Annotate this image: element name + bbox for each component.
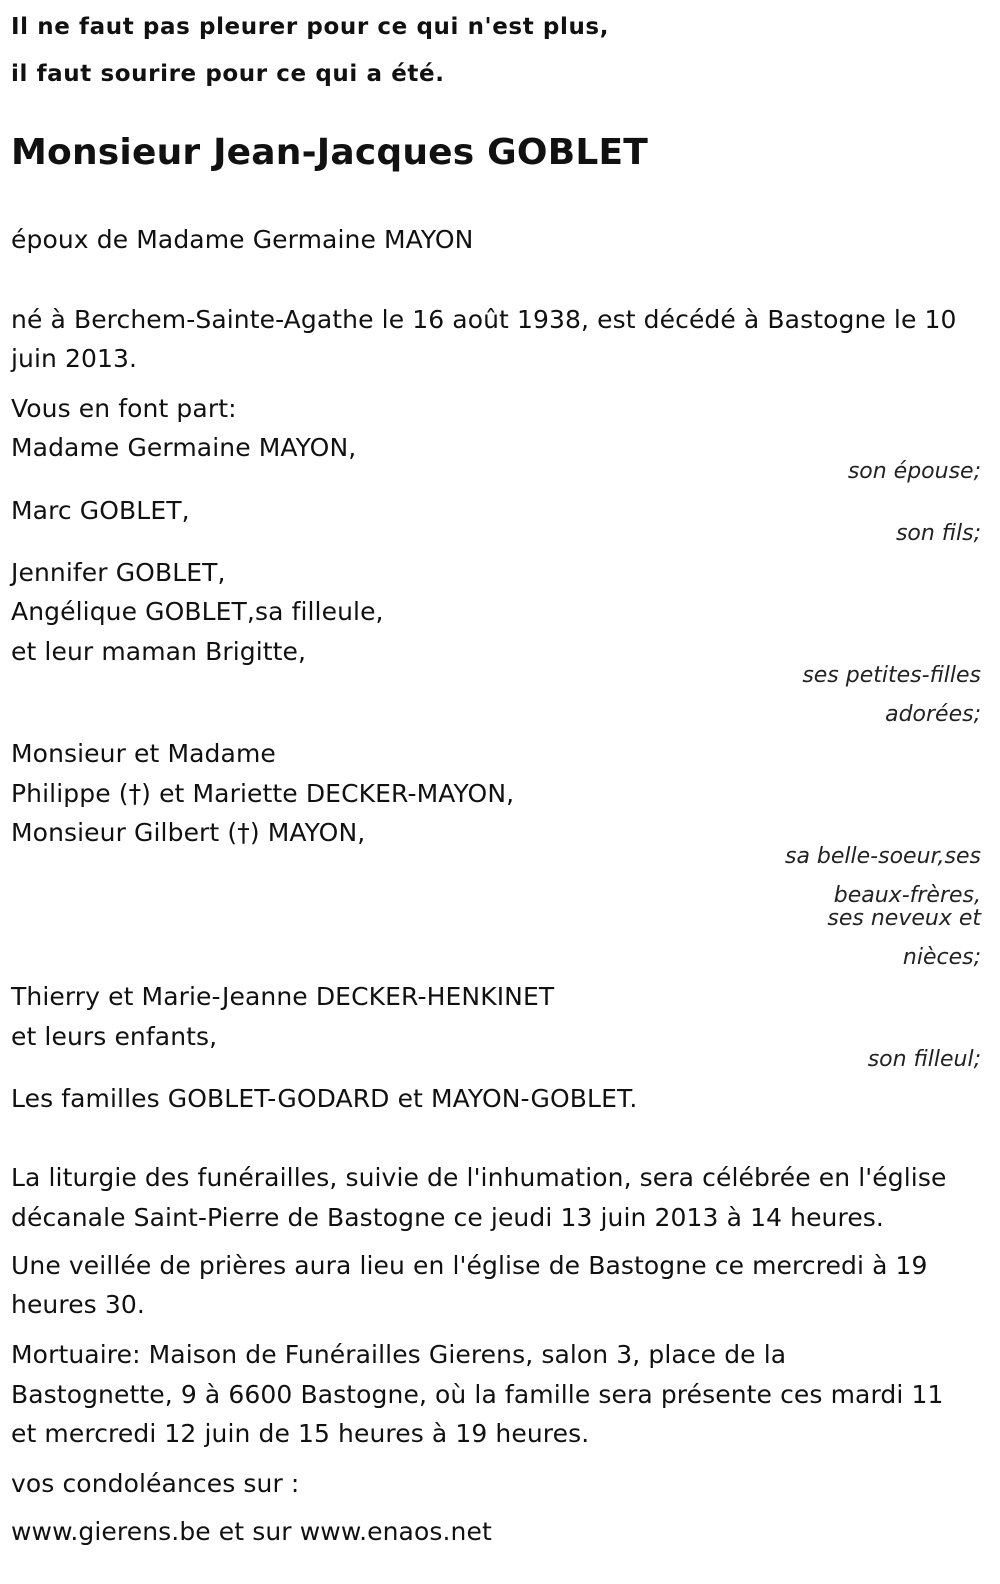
family-relation: son filleul; [867, 1047, 981, 1072]
family-relation: son fils; [895, 521, 981, 546]
mortuary-line-3: et mercredi 12 juin de 15 heures à 19 heures. [11, 1419, 590, 1448]
family-relation: sa belle-soeur,ses [784, 844, 981, 869]
family-relation: nièces; [902, 945, 981, 970]
birth-death-line-1: né à Berchem-Sainte-Agathe le 16 août 1938, est décédé à Bastogne le 10 [11, 305, 957, 334]
quote-line-2: il faut sourire pour ce qui a été. [11, 61, 445, 87]
vigil-line-1: Une veillée de prières aura lieu en l'église de Bastogne ce mercredi à 19 [11, 1251, 928, 1280]
vigil-line-2: heures 30. [11, 1290, 145, 1319]
family-member-name: Les familles GOBLET-GODARD et MAYON-GOBLET. [11, 1084, 638, 1113]
family-relation: ses neveux et [827, 906, 981, 931]
spouse-line: époux de Madame Germaine MAYON [11, 225, 474, 254]
condolences-label: vos condoléances sur : [11, 1469, 300, 1498]
family-relation: son épouse; [847, 459, 981, 484]
family-relation: ses petites-filles [802, 663, 981, 688]
liturgy-line-2: décanale Saint-Pierre de Bastogne ce jeudi 13 juin 2013 à 14 heures. [11, 1203, 884, 1232]
family-member-name: Monsieur Gilbert (†) MAYON, [11, 818, 366, 847]
family-member-name: Philippe (†) et Mariette DECKER-MAYON, [11, 779, 515, 808]
condolences-sites: www.gierens.be et sur www.enaos.net [11, 1517, 492, 1546]
liturgy-line-1: La liturgie des funérailles, suivie de l'inhumation, sera célébrée en l'église [11, 1163, 947, 1192]
family-member-name: Monsieur et Madame [11, 739, 276, 768]
deceased-name: Monsieur Jean-Jacques GOBLET [11, 132, 649, 173]
family-member-name: Thierry et Marie-Jeanne DECKER-HENKINET [11, 982, 555, 1011]
family-member-name: Madame Germaine MAYON, [11, 433, 357, 462]
family-member-name: Jennifer GOBLET, [11, 558, 226, 587]
family-relation: adorées; [885, 702, 981, 727]
birth-death-line-2: juin 2013. [11, 344, 138, 373]
family-relation: beaux-frères, [833, 883, 981, 908]
mortuary-line-1: Mortuaire: Maison de Funérailles Gierens, salon 3, place de la [11, 1340, 787, 1369]
quote-line-1: Il ne faut pas pleurer pour ce qui n'est plus, [11, 14, 610, 40]
announcement-intro: Vous en font part: [11, 394, 237, 423]
family-member-name: Marc GOBLET, [11, 496, 190, 525]
family-member-name: Angélique GOBLET,sa filleule, [11, 597, 384, 626]
family-member-name: et leurs enfants, [11, 1022, 218, 1051]
family-member-name: et leur maman Brigitte, [11, 637, 307, 666]
mortuary-line-2: Bastognette, 9 à 6600 Bastogne, où la famille sera présente ces mardi 11 [11, 1380, 944, 1409]
